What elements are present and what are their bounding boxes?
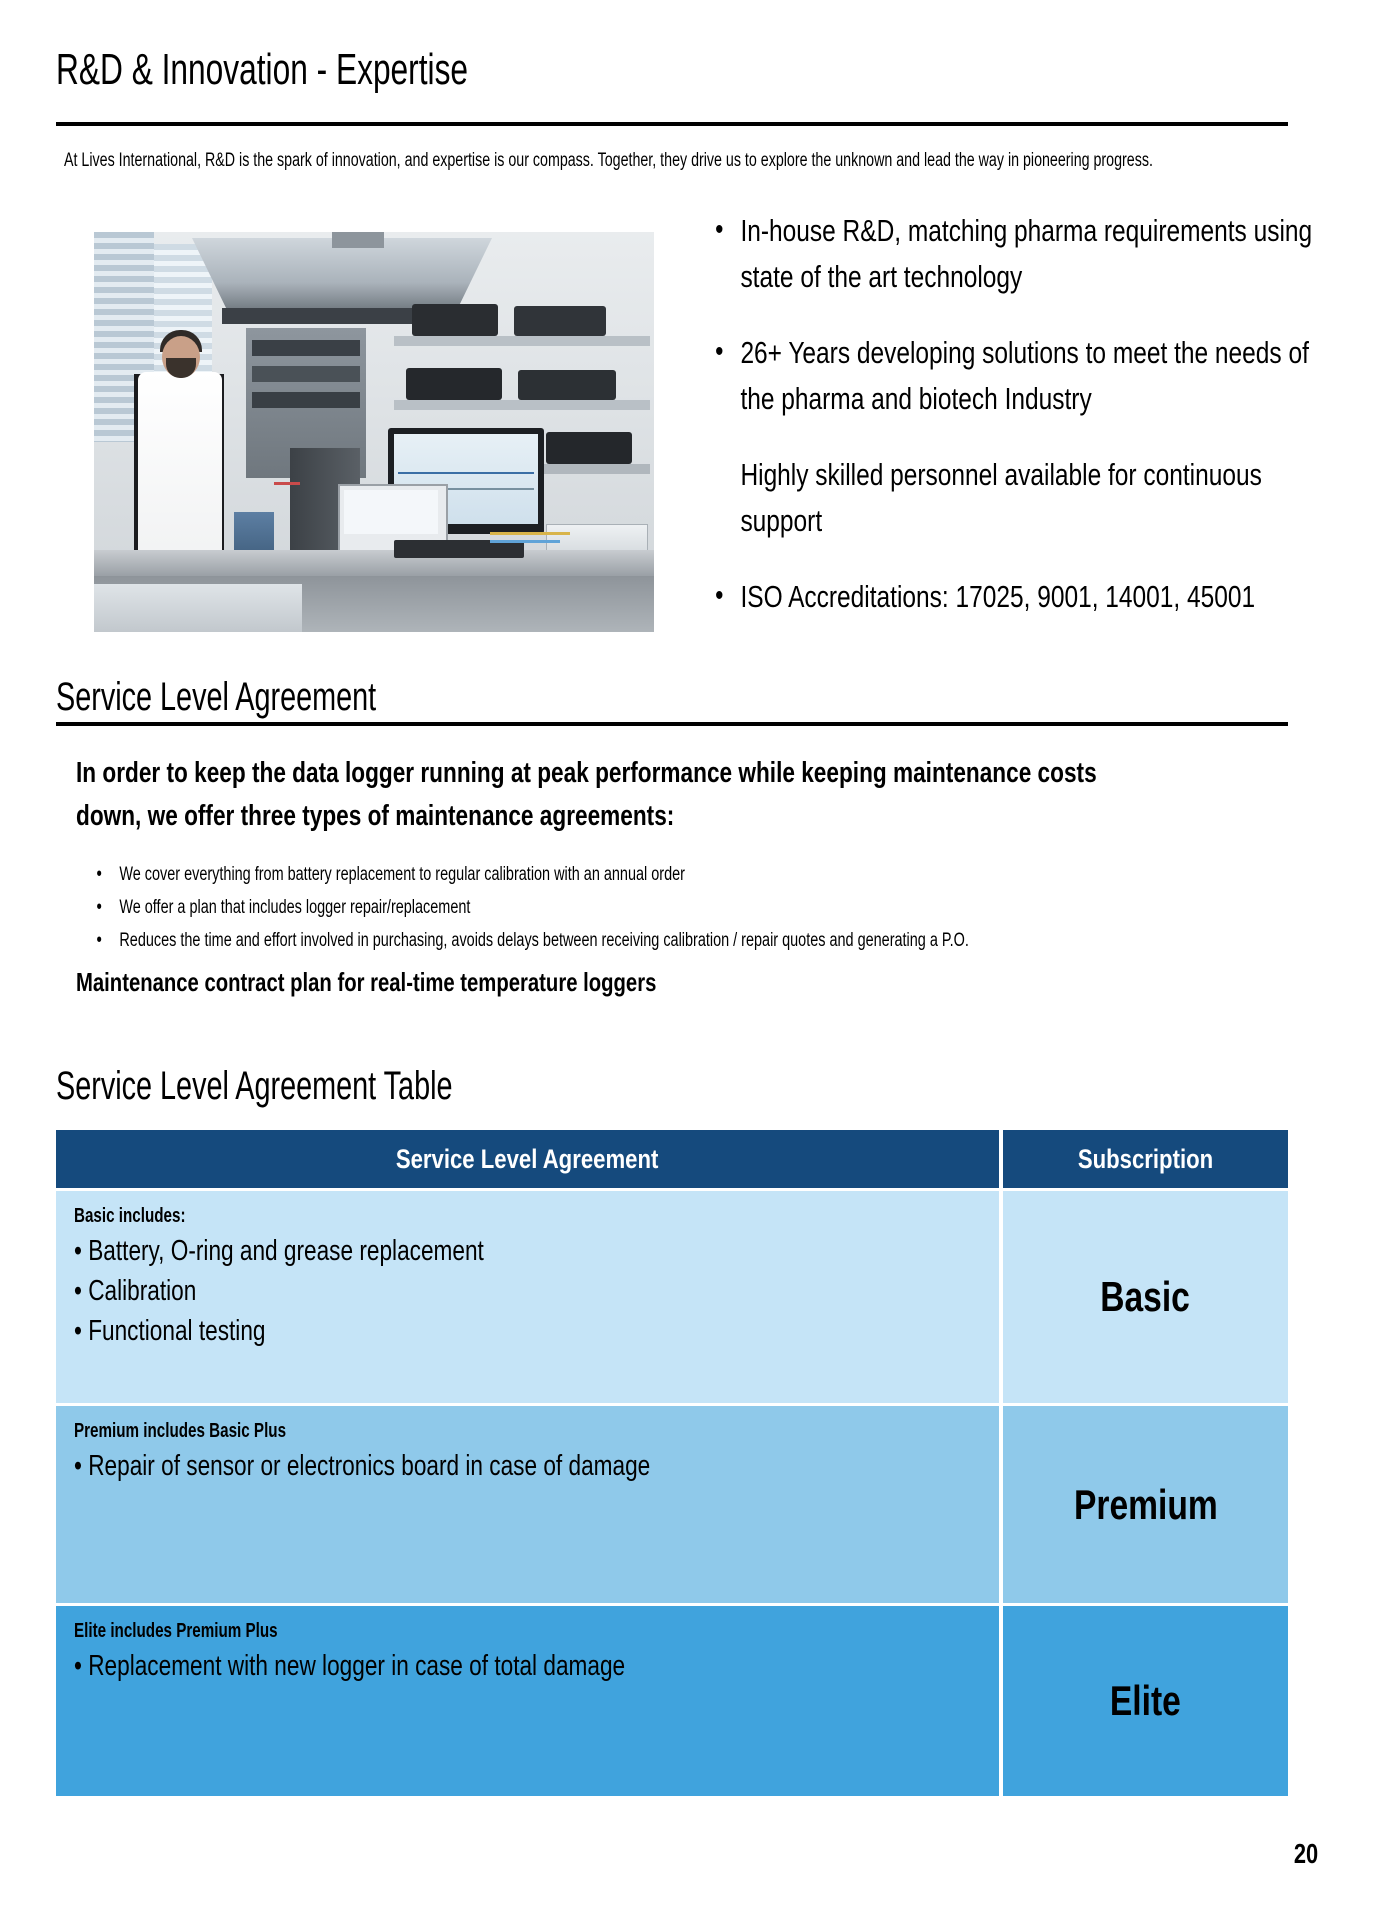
subscription-label: Basic bbox=[1100, 1273, 1191, 1320]
table-row bbox=[56, 1606, 1288, 1796]
row-item: • Calibration bbox=[74, 1275, 197, 1307]
table-cell-subscription bbox=[1003, 1406, 1288, 1603]
sla-lead-text: In order to keep the data logger running at peak performance while keeping maintenance costs down, we offer three types of maintenance agreements: bbox=[76, 757, 1097, 832]
intro-paragraph: At Lives International, R&D is the spark of innovation, and expertise is our compass. Together, they drive us to explore the unknown and lead the way in pioneering progress. bbox=[64, 150, 1153, 171]
list-item: • Reduces the time and effort involved in purchasing, avoids delays between receiving calibration / repair quotes and generating a P.O. bbox=[92, 924, 1186, 957]
row-title: Premium includes Basic Plus bbox=[74, 1420, 287, 1442]
table-cell-description bbox=[56, 1191, 999, 1403]
list-item: • We cover everything from battery replacement to regular calibration with an annual order bbox=[92, 858, 1186, 891]
lab-photo bbox=[94, 232, 654, 632]
table-header-label: Service Level Agreement bbox=[396, 1143, 659, 1174]
table-cell-description bbox=[56, 1606, 999, 1796]
table-header-label: Subscription bbox=[1077, 1143, 1214, 1174]
subscription-label: Premium bbox=[1073, 1480, 1218, 1528]
list-item: • 26+ Years developing solutions to meet the needs of the pharma and biotech Industry bbox=[712, 330, 1328, 422]
sla-footnote: Maintenance contract plan for real-time temperature loggers bbox=[76, 967, 657, 997]
sla-section-title: Service Level Agreement bbox=[56, 675, 377, 719]
row-item: • Battery, O-ring and grease replacement bbox=[74, 1235, 484, 1267]
table-cell-subscription bbox=[1003, 1191, 1288, 1403]
subscription-label: Elite bbox=[1110, 1677, 1181, 1724]
list-item: Highly skilled personnel available for continuous support bbox=[740, 457, 1262, 538]
table-row bbox=[56, 1191, 1288, 1403]
row-item: • Repair of sensor or electronics board in case of damage bbox=[74, 1450, 651, 1482]
table-cell-description bbox=[56, 1406, 999, 1603]
row-title: Elite includes Premium Plus bbox=[74, 1620, 278, 1642]
page-number: 20 bbox=[1293, 1838, 1318, 1869]
sla-bullet-list bbox=[92, 858, 1186, 957]
list-item: • ISO Accreditations: 17025, 9001, 14001, 45001 bbox=[712, 574, 1328, 620]
sla-table-title: Service Level Agreement Table bbox=[56, 1064, 453, 1108]
row-title: Basic includes: bbox=[74, 1205, 186, 1227]
table-row bbox=[56, 1406, 1288, 1603]
sla-table bbox=[56, 1130, 1288, 1799]
table-cell-subscription bbox=[1003, 1606, 1288, 1796]
table-header-cell-subscription bbox=[1003, 1130, 1288, 1188]
title-divider bbox=[56, 122, 1288, 126]
table-header-cell-agreement bbox=[56, 1130, 999, 1188]
expertise-bullet-list bbox=[712, 208, 1328, 650]
list-item: • In-house R&D, matching pharma requirements using state of the art technology bbox=[712, 208, 1328, 300]
row-item: • Functional testing bbox=[74, 1315, 266, 1347]
row-item: • Replacement with new logger in case of total damage bbox=[74, 1650, 626, 1682]
page-title: R&D & Innovation - Expertise bbox=[56, 45, 469, 94]
table-header-row bbox=[56, 1130, 1288, 1188]
sla-divider bbox=[56, 722, 1288, 726]
list-item: • We offer a plan that includes logger repair/replacement bbox=[92, 891, 1186, 924]
